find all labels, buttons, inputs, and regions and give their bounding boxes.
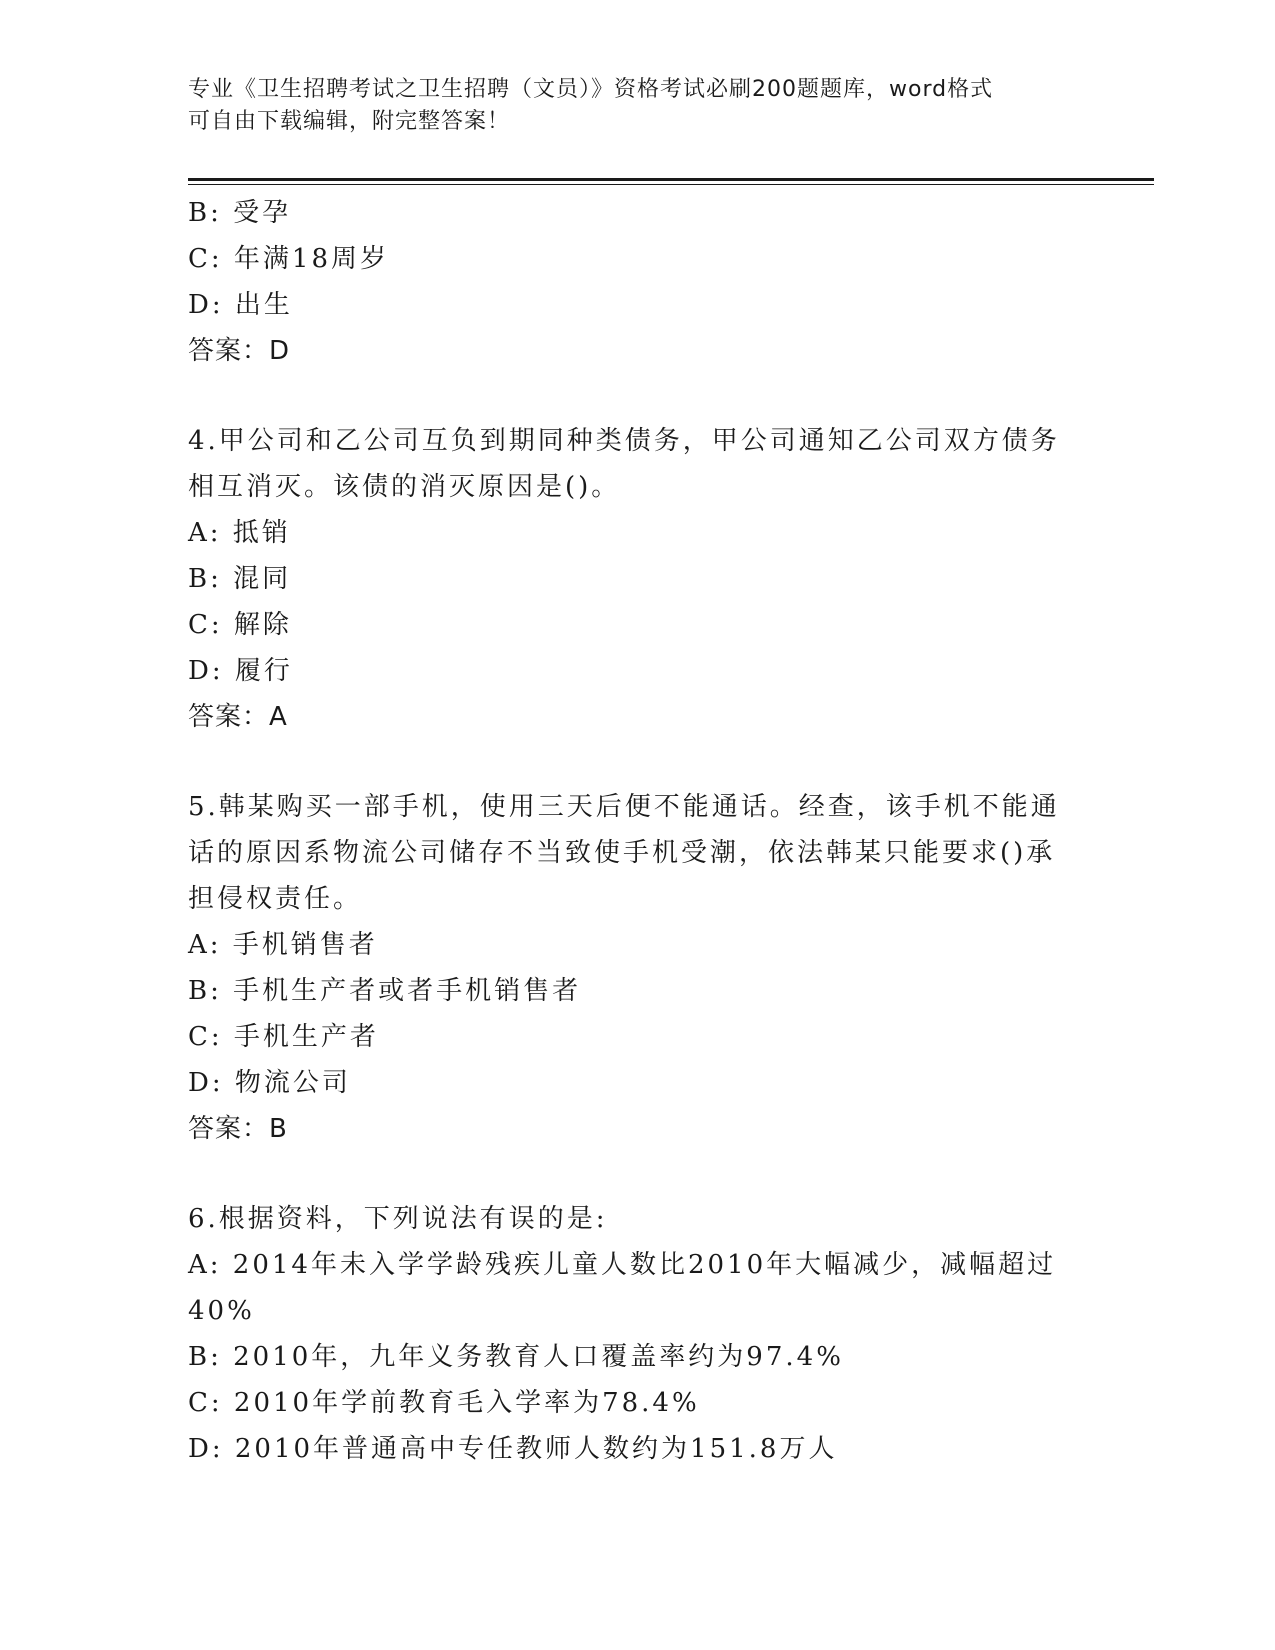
question-stem-line: 话的原因系物流公司储存不当致使手机受潮，依法韩某只能要求()承 (188, 838, 1056, 868)
option-b: B: 2010年，九年义务教育人口覆盖率约为97.4% (188, 1342, 844, 1372)
question-stem-line: 5.韩某购买一部手机，使用三天后便不能通话。经查，该手机不能通 (188, 792, 1060, 822)
answer-line: 答案：A (188, 702, 288, 732)
answer-line: 答案：D (188, 336, 291, 366)
option-a-continued: 40% (188, 1296, 255, 1326)
answer-line: 答案：B (188, 1114, 288, 1144)
option-a: A: 2014年未入学学龄残疾儿童人数比2010年大幅减少，减幅超过 (188, 1250, 1057, 1280)
question-stem-line: 相互消灭。该债的消灭原因是()。 (188, 472, 621, 502)
question-stem-line: 6.根据资料，下列说法有误的是: (188, 1204, 608, 1234)
question-5 (188, 784, 1068, 1152)
header-title-line-1: 专业《卫生招聘考试之卫生招聘（文员）》资格考试必刷200题题库，word格式 (188, 77, 994, 102)
option-b: B: 混同 (188, 564, 292, 594)
option-d: D: 出生 (188, 290, 293, 320)
question-stem-line: 担侵权责任。 (188, 884, 363, 914)
option-a: A: 抵销 (188, 518, 291, 548)
option-c: C: 年满18周岁 (188, 244, 390, 274)
option-c: C: 解除 (188, 610, 292, 640)
header-divider-thin (188, 184, 1154, 185)
question-6 (188, 1196, 1068, 1472)
spacer (188, 1152, 1068, 1196)
question-3-continued (188, 190, 1068, 374)
option-d: D: 2010年普通高中专任教师人数约为151.8万人 (188, 1434, 838, 1464)
question-content (188, 190, 1068, 1472)
header-title-line-2: 可自由下载编辑，附完整答案！ (188, 109, 511, 134)
spacer (188, 740, 1068, 784)
option-c: C: 2010年学前教育毛入学率为78.4% (188, 1388, 700, 1418)
question-stem-line: 4.甲公司和乙公司互负到期同种类债务，甲公司通知乙公司双方债务 (188, 426, 1060, 456)
option-d: D: 履行 (188, 656, 293, 686)
option-a: A: 手机销售者 (188, 930, 378, 960)
option-d: D: 物流公司 (188, 1068, 351, 1098)
page-header (188, 74, 1068, 138)
header-divider-thick (188, 178, 1154, 181)
option-b: B: 手机生产者或者手机销售者 (188, 976, 582, 1006)
question-4 (188, 418, 1068, 740)
option-b: B: 受孕 (188, 198, 292, 228)
spacer (188, 374, 1068, 418)
option-c: C: 手机生产者 (188, 1022, 379, 1052)
